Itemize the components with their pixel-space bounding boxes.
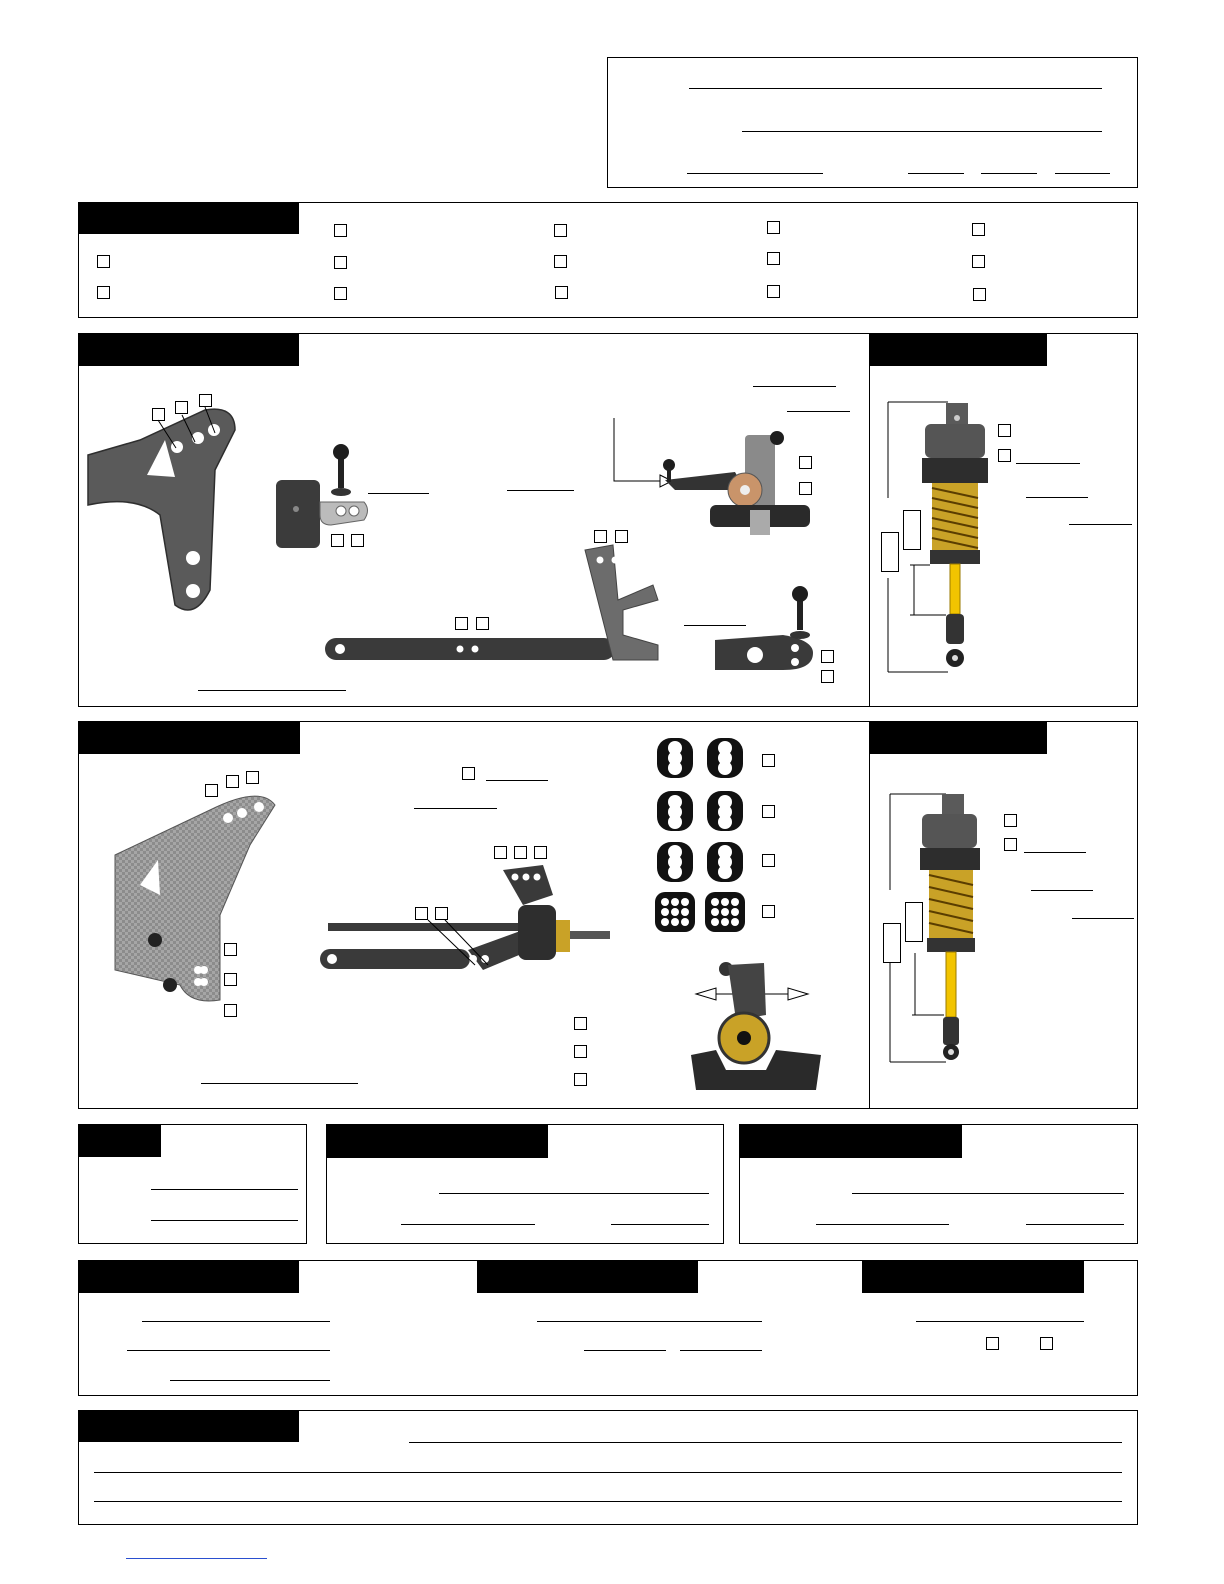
rear-arm-upper-hole-3[interactable] [534, 846, 547, 859]
front-hub-field-2[interactable] [787, 411, 850, 412]
rear-shock-checkbox-1[interactable] [1004, 814, 1017, 827]
front-hub-image [655, 430, 815, 540]
rear-divider [869, 721, 870, 1109]
header-field-c[interactable] [1055, 173, 1110, 174]
general-checkbox-9[interactable] [767, 221, 780, 234]
rear-arm-upper-hole-1[interactable] [494, 846, 507, 859]
electronics-header [78, 1260, 299, 1293]
rear-option-checkbox-1[interactable] [574, 1017, 587, 1030]
rear-shock-length-box-1[interactable] [905, 902, 923, 942]
front-bumpsteer-hole-2[interactable] [821, 670, 834, 683]
tires-field-1[interactable] [151, 1189, 298, 1190]
electronics-field-2[interactable] [127, 1350, 330, 1351]
front-arm-upper-hole-1[interactable] [594, 530, 607, 543]
header-field-a[interactable] [908, 173, 964, 174]
general-checkbox-3[interactable] [334, 224, 347, 237]
rear-suspension-header [78, 721, 300, 754]
front-arm-lower-hole-1[interactable] [455, 617, 468, 630]
general-checkbox-14[interactable] [973, 288, 986, 301]
front-shock-header [870, 333, 1047, 366]
body-field-1[interactable] [916, 1321, 1084, 1322]
drivetrain-field-1[interactable] [537, 1321, 762, 1322]
header-track-field[interactable] [742, 131, 1102, 132]
notes-line-3[interactable] [94, 1501, 1122, 1502]
general-checkbox-4[interactable] [334, 256, 347, 269]
rear-shock-tower-image [110, 785, 280, 1005]
drivetrain-field-2[interactable] [584, 1350, 666, 1351]
front-bumpsteer-hole-1[interactable] [821, 650, 834, 663]
front-divider [869, 333, 870, 707]
general-checkbox-2[interactable] [97, 286, 110, 299]
tires-header [79, 1125, 161, 1157]
front-arm-upper-hole-2[interactable] [615, 530, 628, 543]
rear-insert-checkbox-1[interactable] [762, 754, 775, 767]
front-tires-field-1[interactable] [439, 1193, 709, 1194]
front-tires-field-3[interactable] [611, 1224, 709, 1225]
electronics-field-3[interactable] [170, 1380, 330, 1381]
rear-tower-field[interactable] [201, 1083, 358, 1084]
front-arm-image [323, 545, 663, 670]
header-name-field[interactable] [689, 88, 1102, 89]
drivetrain-header [477, 1260, 698, 1293]
front-arm-lower-hole-2[interactable] [476, 617, 489, 630]
general-section-header [78, 202, 299, 234]
body-header [862, 1260, 1084, 1293]
electronics-field-1[interactable] [142, 1321, 330, 1322]
front-bumpsteer-image [713, 585, 823, 675]
rear-arm-upper-hole-2[interactable] [514, 846, 527, 859]
front-hub-checkbox-2[interactable] [799, 482, 812, 495]
general-checkbox-7[interactable] [554, 255, 567, 268]
rear-insert-checkbox-2[interactable] [762, 805, 775, 818]
rear-shock-field-2[interactable] [1031, 890, 1093, 891]
rear-camber-field-2[interactable] [414, 808, 497, 809]
general-checkbox-1[interactable] [97, 255, 110, 268]
body-checkbox-1[interactable] [986, 1337, 999, 1350]
general-checkbox-10[interactable] [767, 252, 780, 265]
general-checkbox-13[interactable] [972, 255, 985, 268]
front-shock-field-2[interactable] [1026, 497, 1088, 498]
front-shock-checkbox-1[interactable] [998, 424, 1011, 437]
rear-hub-image [686, 960, 831, 1095]
notes-line-2[interactable] [94, 1472, 1122, 1473]
general-checkbox-12[interactable] [972, 223, 985, 236]
front-tires-header [327, 1125, 548, 1158]
header-form-box [607, 57, 1138, 188]
rear-insert-checkbox-4[interactable] [762, 905, 775, 918]
rear-option-checkbox-3[interactable] [574, 1073, 587, 1086]
general-checkbox-5[interactable] [334, 287, 347, 300]
front-tower-field[interactable] [198, 690, 346, 691]
rear-tires-field-1[interactable] [852, 1193, 1124, 1194]
rear-tower-hole-2[interactable] [226, 775, 239, 788]
front-shock-field-3[interactable] [1069, 524, 1132, 525]
body-checkbox-2[interactable] [1040, 1337, 1053, 1350]
front-suspension-header [78, 333, 299, 366]
front-shock-checkbox-2[interactable] [998, 449, 1011, 462]
rear-shock-field-1[interactable] [1024, 852, 1086, 853]
tires-field-2[interactable] [151, 1220, 298, 1221]
rear-shock-header [870, 721, 1047, 754]
front-shock-field-1[interactable] [1016, 463, 1080, 464]
notes-header [78, 1410, 299, 1442]
front-shock-length-box-2[interactable] [881, 532, 899, 572]
rear-tower-lower-hole-3[interactable] [224, 1004, 237, 1017]
rear-tower-lower-hole-1[interactable] [224, 943, 237, 956]
rear-tower-hole-1[interactable] [205, 784, 218, 797]
rear-shock-field-3[interactable] [1072, 918, 1134, 919]
front-camber-field-1[interactable] [368, 493, 429, 494]
rear-shock-length-box-2[interactable] [883, 923, 901, 963]
rear-insert-patterns-image [652, 736, 752, 936]
rear-tower-lower-hole-2[interactable] [224, 973, 237, 986]
front-tires-field-2[interactable] [401, 1224, 535, 1225]
header-field-b[interactable] [981, 173, 1037, 174]
notes-line-1[interactable] [409, 1442, 1122, 1443]
rear-arm-leaders [420, 915, 500, 975]
header-date-field[interactable] [687, 173, 823, 174]
rear-tires-field-3[interactable] [1026, 1224, 1124, 1225]
rear-option-checkbox-2[interactable] [574, 1045, 587, 1058]
rear-tower-hole-3[interactable] [246, 771, 259, 784]
general-checkbox-6[interactable] [554, 224, 567, 237]
rear-tires-header [740, 1125, 962, 1158]
front-hub-checkbox-1[interactable] [799, 456, 812, 469]
general-checkbox-11[interactable] [767, 285, 780, 298]
front-camber-field-2[interactable] [507, 490, 574, 491]
drivetrain-field-3[interactable] [680, 1350, 762, 1351]
front-hub-field-1[interactable] [753, 386, 836, 387]
general-checkbox-8[interactable] [555, 286, 568, 299]
rear-tires-field-2[interactable] [816, 1224, 949, 1225]
rear-insert-checkbox-3[interactable] [762, 854, 775, 867]
rear-shock-checkbox-2[interactable] [1004, 838, 1017, 851]
front-shock-length-box-1[interactable] [903, 510, 921, 550]
rear-camber-field-1[interactable] [486, 780, 548, 781]
rear-camber-checkbox[interactable] [462, 767, 475, 780]
front-tower-leaders [150, 405, 230, 455]
footer-link[interactable] [126, 1558, 267, 1559]
